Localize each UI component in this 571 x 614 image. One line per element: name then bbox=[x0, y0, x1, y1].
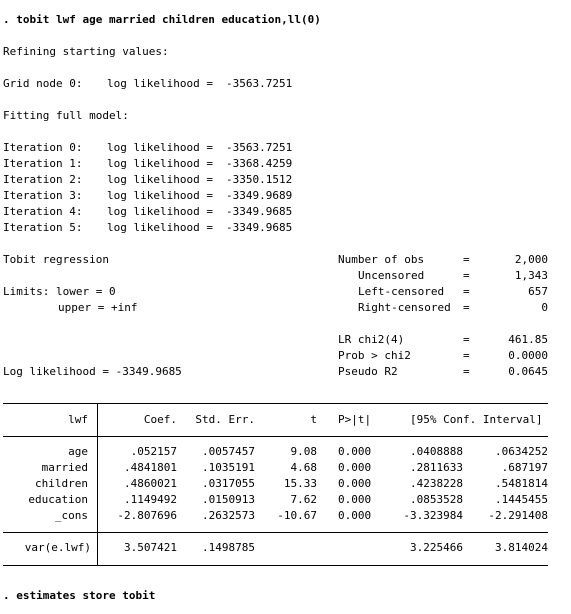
header-coef: Coef. bbox=[143, 413, 177, 426]
row-p: 0.000 bbox=[338, 493, 372, 506]
row-coef: .052157 bbox=[130, 445, 177, 458]
grid-node-ll-value: -3563.7251 bbox=[226, 77, 293, 90]
var-row-ci-high: 3.814024 bbox=[495, 541, 548, 554]
row-std-err: .0317055 bbox=[202, 477, 255, 490]
iteration-label: Iteration 5: bbox=[3, 221, 83, 234]
row-coef: .1149492 bbox=[124, 493, 177, 506]
stat-equals: = bbox=[463, 365, 470, 378]
row-coef: -2.807696 bbox=[117, 509, 177, 522]
table-top-rule bbox=[3, 403, 548, 404]
iteration-label: Iteration 3: bbox=[3, 189, 83, 202]
table-depvar: lwf bbox=[68, 413, 88, 426]
var-row-std-err: .1498785 bbox=[202, 541, 255, 554]
iteration-ll-label: log likelihood = bbox=[107, 141, 220, 154]
stat-label: Prob > chi2 bbox=[338, 349, 411, 362]
row-ci-low: .4238228 bbox=[410, 477, 463, 490]
var-row-coef: 3.507421 bbox=[124, 541, 177, 554]
iteration-label: Iteration 2: bbox=[3, 173, 83, 186]
stat-value: 0 bbox=[541, 301, 548, 314]
command-line: . tobit lwf age married children education,ll(0) bbox=[3, 13, 321, 26]
row-t: -10.67 bbox=[277, 509, 317, 522]
regression-title: Tobit regression bbox=[3, 253, 109, 266]
iteration-label: Iteration 0: bbox=[3, 141, 83, 154]
stat-value: 0.0000 bbox=[508, 349, 548, 362]
iteration-ll-label: log likelihood = bbox=[107, 189, 220, 202]
iteration-label: Iteration 1: bbox=[3, 157, 83, 170]
row-ci-high: .1445455 bbox=[495, 493, 548, 506]
row-t: 9.08 bbox=[290, 445, 317, 458]
row-p: 0.000 bbox=[338, 477, 372, 490]
row-name: married bbox=[41, 461, 88, 474]
iteration-ll-label: log likelihood = bbox=[107, 173, 220, 186]
stat-value: 657 bbox=[528, 285, 548, 298]
iteration-ll-label: log likelihood = bbox=[107, 221, 220, 234]
limits-upper: upper = +inf bbox=[58, 301, 138, 314]
row-t: 15.33 bbox=[283, 477, 317, 490]
row-coef: .4841801 bbox=[124, 461, 177, 474]
row-std-err: .1035191 bbox=[202, 461, 255, 474]
header-std-err: Std. Err. bbox=[195, 413, 255, 426]
fitting-text: Fitting full model: bbox=[3, 109, 129, 122]
stat-label: Left-censored bbox=[358, 285, 445, 298]
var-row-name: var(e.lwf) bbox=[24, 541, 91, 554]
row-name: _cons bbox=[54, 509, 88, 522]
row-p: 0.000 bbox=[338, 461, 372, 474]
iteration-label: Iteration 4: bbox=[3, 205, 83, 218]
grid-node-label: Grid node 0: bbox=[3, 77, 83, 90]
row-name: age bbox=[68, 445, 88, 458]
refining-text: Refining starting values: bbox=[3, 45, 169, 58]
store-command-line: . estimates store tobit bbox=[3, 589, 156, 602]
row-std-err: .2632573 bbox=[202, 509, 255, 522]
row-ci-low: .2811633 bbox=[410, 461, 463, 474]
header-conf-interval: [95% Conf. Interval] bbox=[410, 413, 543, 426]
table-vertical-rule bbox=[97, 404, 98, 566]
stat-label: Right-censored bbox=[358, 301, 451, 314]
iteration-ll-label: log likelihood = bbox=[107, 205, 220, 218]
iteration-ll-value: -3349.9685 bbox=[226, 205, 293, 218]
row-t: 7.62 bbox=[290, 493, 317, 506]
iteration-ll-label: log likelihood = bbox=[107, 157, 220, 170]
row-std-err: .0057457 bbox=[202, 445, 255, 458]
table-header-rule bbox=[3, 436, 548, 437]
iteration-ll-value: -3349.9689 bbox=[226, 189, 293, 202]
header-p: P>|t| bbox=[338, 413, 372, 426]
row-coef: .4860021 bbox=[124, 477, 177, 490]
iteration-ll-value: -3563.7251 bbox=[226, 141, 293, 154]
stat-label: Pseudo R2 bbox=[338, 365, 398, 378]
iteration-ll-value: -3349.9685 bbox=[226, 221, 293, 234]
row-ci-low: .0853528 bbox=[410, 493, 463, 506]
var-row-ci-low: 3.225466 bbox=[410, 541, 463, 554]
row-ci-low: -3.323984 bbox=[403, 509, 463, 522]
grid-node-ll-label: log likelihood = bbox=[107, 77, 220, 90]
stat-equals: = bbox=[463, 333, 470, 346]
stat-equals: = bbox=[463, 349, 470, 362]
stat-equals: = bbox=[463, 285, 470, 298]
iteration-ll-value: -3350.1512 bbox=[226, 173, 293, 186]
header-t: t bbox=[310, 413, 317, 426]
stat-equals: = bbox=[463, 269, 470, 282]
row-p: 0.000 bbox=[338, 509, 372, 522]
stat-value: 461.85 bbox=[508, 333, 548, 346]
table-bottom-rule bbox=[3, 565, 548, 566]
limits-lower: Limits: lower = 0 bbox=[3, 285, 116, 298]
stat-label: LR chi2(4) bbox=[338, 333, 405, 346]
row-ci-high: .5481814 bbox=[495, 477, 548, 490]
stat-value: 1,343 bbox=[514, 269, 548, 282]
row-t: 4.68 bbox=[290, 461, 317, 474]
stat-value: 0.0645 bbox=[508, 365, 548, 378]
stat-label: Uncensored bbox=[358, 269, 425, 282]
row-name: children bbox=[35, 477, 88, 490]
row-ci-low: .0408888 bbox=[410, 445, 463, 458]
stat-equals: = bbox=[463, 301, 470, 314]
table-mid-rule bbox=[3, 532, 548, 533]
row-ci-high: .0634252 bbox=[495, 445, 548, 458]
stat-value: 2,000 bbox=[514, 253, 548, 266]
row-ci-high: -2.291408 bbox=[488, 509, 548, 522]
stat-equals: = bbox=[463, 253, 470, 266]
stat-label: Number of obs bbox=[338, 253, 425, 266]
row-ci-high: .687197 bbox=[501, 461, 548, 474]
final-log-likelihood: Log likelihood = -3349.9685 bbox=[3, 365, 182, 378]
row-name: education bbox=[28, 493, 88, 506]
row-std-err: .0150913 bbox=[202, 493, 255, 506]
iteration-ll-value: -3368.4259 bbox=[226, 157, 293, 170]
row-p: 0.000 bbox=[338, 445, 372, 458]
